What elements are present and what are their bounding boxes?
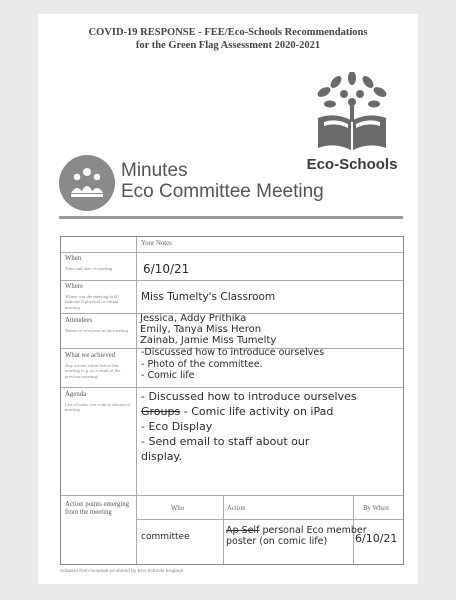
achieved-line: - Photo of the committee. [141,358,263,370]
when-label-text: When [65,255,82,262]
action-line: poster (on comic life) [226,536,328,547]
agenda-line: - Discussed how to introduce ourselves [141,390,357,403]
when-label [65,255,133,271]
attendees-line: Zainab, Jamie Miss Tumelty [140,335,277,346]
attendees-line: Jessica, Addy Prithika [140,313,247,324]
header-line-1: COVID-19 RESPONSE - FEE/Eco-Schools Recommendations [88,27,368,38]
by-when-column-header: By When [363,505,389,512]
agenda-label-text: Agenda [65,391,87,398]
agenda-line: - Eco Display [141,420,213,433]
eco-schools-logo-text: Eco-Schools [306,156,398,173]
where-hint: Where was the meeting held? Indicate if physical or virtual meeting [65,294,120,310]
achieved-hint: Any actions taken before this meeting (e.g. as a result of the previous meeting) [65,363,121,379]
agenda-line-text: - Comic life activity on iPad [180,405,334,418]
label-column-divider [136,237,137,564]
agenda-line [141,404,357,419]
attendees-line: Emily, Tanya Miss Heron [140,324,262,335]
page-footer: Adapted from template produced by Eco Schools England [60,569,184,574]
actions-label [65,501,133,517]
where-label-text: Where [65,283,84,290]
where-value: Miss Tumelty's Classroom [141,291,276,303]
header-line-2: for the Green Flag Assessment 2020-2021 [135,39,321,51]
row-divider [61,387,403,388]
when-hint: Time and date of meeting [65,266,113,271]
achieved-label-text: What we achieved [65,352,116,359]
minutes-title [121,160,324,202]
where-label [65,283,133,310]
agenda-hint: List of items you want to discuss at meeting [65,402,130,413]
achieved-line: - Comic life [141,370,195,381]
minutes-table [60,236,404,565]
agenda-line: - Send email to staff about our [141,435,310,448]
action-column-header: Action [227,505,246,512]
row-divider [61,495,403,496]
title-divider [59,216,403,219]
agenda-line: display. [141,450,182,463]
minutes-subtitle: Eco Committee Meeting [121,181,324,202]
agenda-label [65,391,133,413]
row-divider [61,252,403,253]
column-divider [223,495,224,564]
achieved-value [141,347,324,382]
row-divider [136,519,403,520]
page-header [38,27,418,52]
actions-label-text: Action points emerging from the meeting [65,501,130,516]
action-by-when-value: 6/10/21 [355,532,398,545]
minutes-page [38,14,418,584]
action-line [226,525,367,536]
notes-column-header: Your Notes [141,240,172,247]
row-divider [61,280,403,281]
attendees-label-text: Attendees [65,317,93,324]
who-column-header: Who [171,505,185,512]
attendees-label [65,317,133,333]
when-value: 6/10/21 [143,262,190,276]
attendees-value [140,313,276,346]
achieved-label [65,352,133,379]
tree-book-icon [304,72,400,156]
agenda-value [141,389,357,464]
achieved-line: -Discussed how to introduce ourselves [141,347,325,358]
minutes-heading: Minutes [121,160,188,181]
agenda-struck-word: Groups [141,405,181,418]
people-icon [59,155,115,211]
action-who-value: committee [141,532,190,542]
action-value [226,525,367,547]
attendees-hint: Names of everyone at the meeting [65,328,128,333]
action-struck-text: Ap Self [226,525,260,536]
action-line-text: personal Eco member [259,525,367,536]
